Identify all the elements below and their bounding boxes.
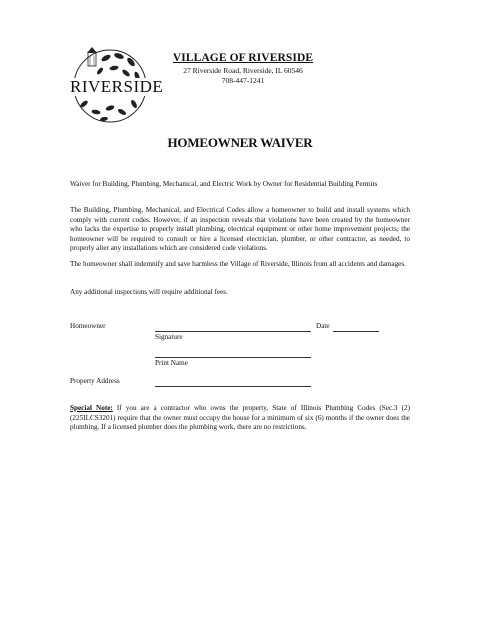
logo-text: RIVERSIDE — [70, 77, 164, 96]
date-line[interactable] — [333, 331, 379, 332]
riverside-logo — [64, 46, 164, 126]
paragraph-indemnify: The homeowner shall indemnify and save harmless the Village of Riverside, Illinois from all accidents and damages. — [70, 260, 406, 268]
village-name: VILLAGE OF RIVERSIDE — [172, 52, 314, 64]
village-address: 27 Riverside Road, Riverside, IL 60546 — [183, 66, 303, 75]
property-address-line[interactable] — [155, 386, 311, 387]
signature-line[interactable] — [155, 331, 311, 332]
print-name-label: Print Name — [155, 359, 188, 367]
letterhead — [150, 52, 336, 85]
signature-label: Signature — [155, 333, 183, 341]
date-label: Date — [316, 322, 330, 330]
property-address-label: Property Address — [70, 377, 120, 385]
paragraph-codes: The Building, Plumbing, Mechanical, and Electrical Codes allow a homeowner to build and install systems which comply with current codes. However, if an inspection reveals that violations have been created by the homeowner who lacks the expertise to properly install plumbing, electrical equipment or other home improvement projects; the homeowner will be required to consult or hire a licensed electrician, plumber, or other contractor, as needed, to properly alter any installations which are considered code violations. — [70, 206, 410, 253]
special-note-label: Special Note: — [70, 404, 113, 412]
subtitle: Waiver for Building, Plumbing, Mechanical, and Electric Work by Owner for Residential Building Permits — [70, 180, 378, 188]
page-title: HOMEOWNER WAIVER — [167, 135, 313, 150]
print-name-line[interactable] — [155, 357, 311, 358]
special-note-text: If you are a contractor who owns the property, State of Illinois Plumbing Codes (Sec.3 (2)(225ILCS3201) require that the owner must occupy the house for a minimum of six (6) months if the owner does the plumbing. If a licensed plumber does the plumbing work, there are no restrictions. — [70, 404, 410, 432]
paragraph-fees: Any additional inspections will require additional fees. — [70, 288, 228, 296]
homeowner-label: Homeowner — [70, 322, 106, 330]
village-phone: 708-447-1241 — [221, 76, 265, 85]
special-note — [70, 404, 410, 433]
